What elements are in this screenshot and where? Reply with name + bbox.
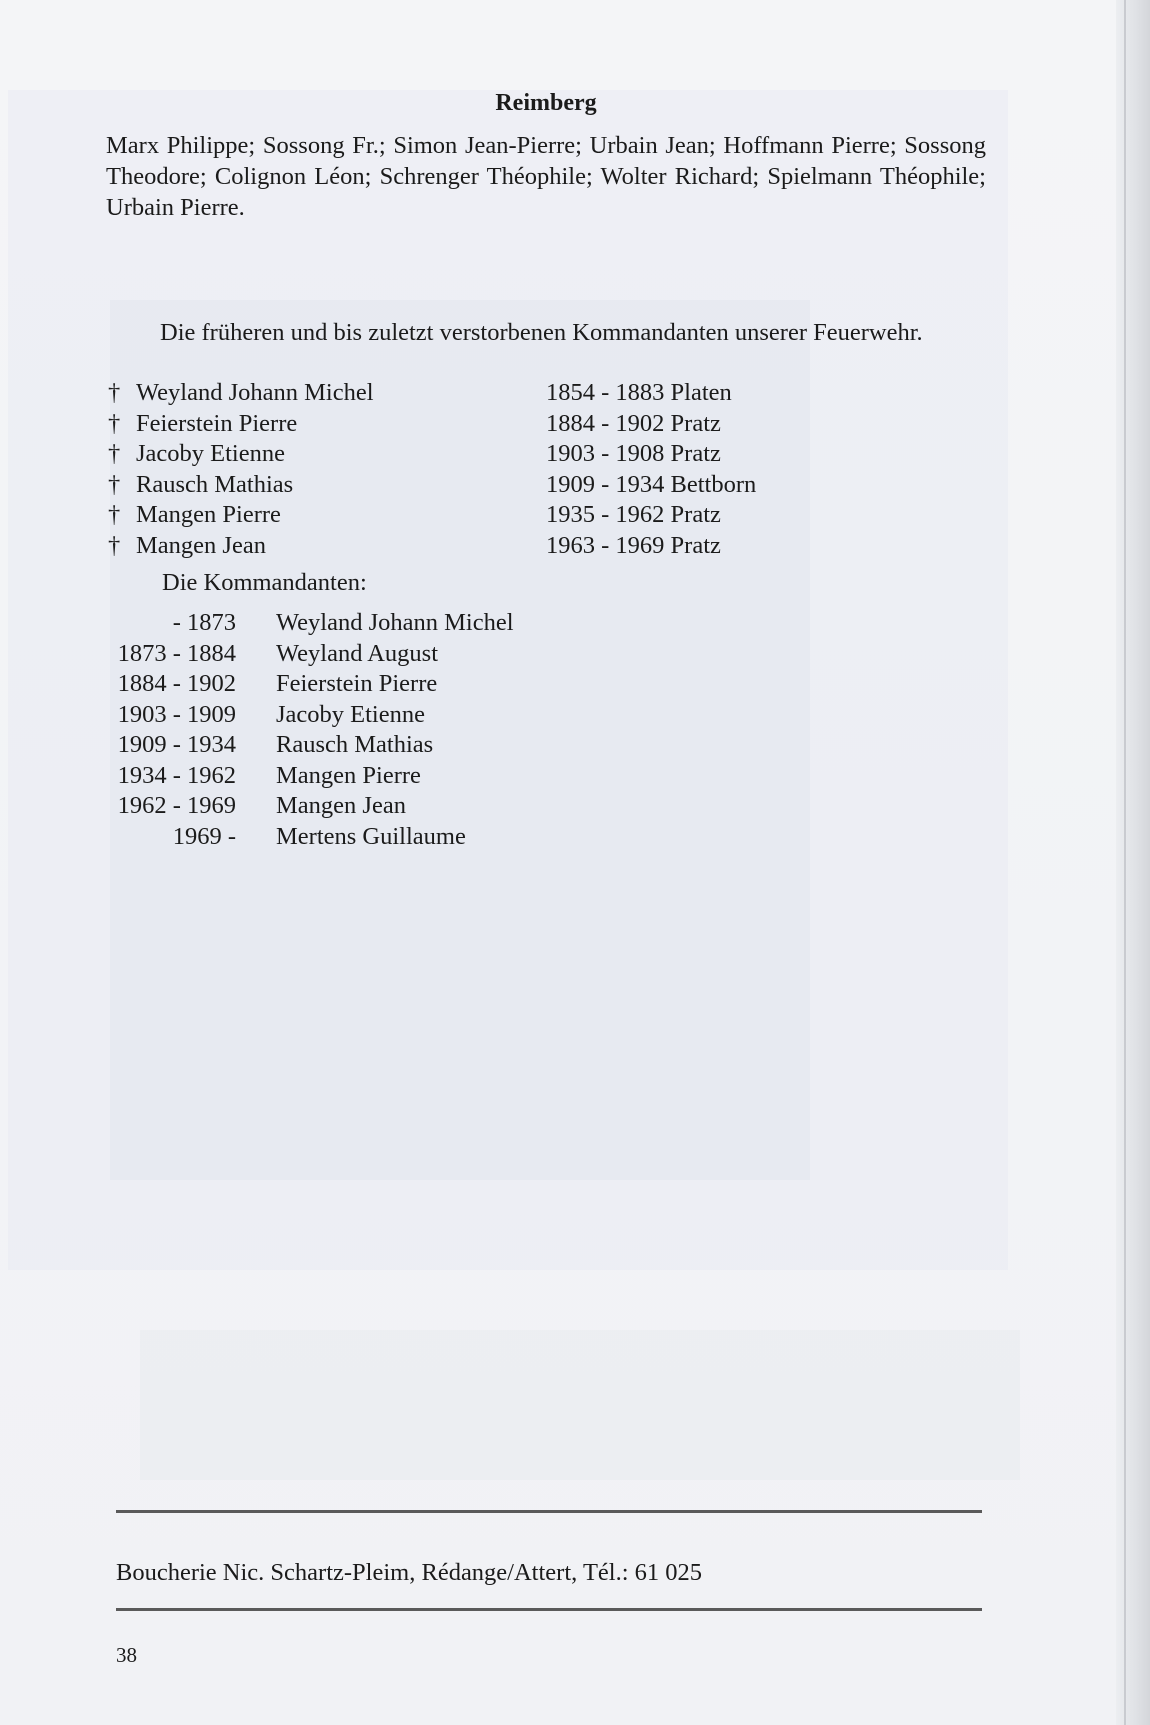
deceased-name: Feierstein Pierre: [136, 409, 298, 437]
deceased-name: Rausch Mathias: [136, 470, 294, 498]
commander-years: 1934 - 1962: [117, 761, 236, 789]
commander-name: Weyland August: [276, 639, 439, 667]
commander-row: [106, 608, 986, 639]
dagger-mark: †: [108, 440, 121, 467]
deceased-name: Mangen Pierre: [136, 501, 281, 528]
deceased-period: 1963 - 1969 Pratz: [546, 531, 721, 559]
deceased-row: [106, 409, 986, 440]
commander-years: 1884 - 1902: [117, 670, 236, 697]
commander-row: [106, 791, 986, 822]
deceased-name: Weyland Johann Michel: [136, 379, 374, 406]
commander-name: Weyland Johann Michel: [276, 609, 514, 636]
commander-name: Feierstein Pierre: [276, 670, 438, 697]
member-list-paragraph: Marx Philippe; Sossong Fr.; Simon Jean-Pierre; Urbain Jean; Hoffmann Pierre; Sossong Theodore; Colignon Léon; Schrenger Théophile; Wolter Richard; Spielmann Théophile; Urbain Pierre.: [106, 132, 986, 221]
commander-name: Mangen Pierre: [276, 761, 421, 789]
commander-row: [106, 700, 986, 731]
commander-years: 1909 - 1934: [117, 731, 236, 758]
commander-row: [106, 822, 986, 853]
commanders-intro-paragraph: Die früheren und bis zuletzt verstorbenen Kommandanten unserer Feuerwehr.: [160, 319, 923, 346]
deceased-row: [106, 531, 986, 562]
commander-years: 1903 - 1909: [117, 700, 236, 728]
advertisement-bottom-rule: [116, 1608, 982, 1611]
show-through-caption-block: [140, 1330, 1020, 1480]
advertisement-top-rule: [116, 1510, 982, 1513]
commander-row: [106, 669, 986, 700]
deceased-row: [106, 378, 986, 409]
section-heading: Reimberg: [495, 90, 597, 116]
deceased-row: [106, 470, 986, 501]
commander-row: [106, 730, 986, 761]
page-edge-line: [1124, 0, 1126, 1725]
deceased-row: [106, 439, 986, 470]
commander-name: Mangen Jean: [276, 792, 406, 819]
commander-row: [106, 639, 986, 670]
commander-years: 1962 - 1969: [117, 792, 236, 819]
deceased-commanders-list: [106, 378, 986, 561]
commanders-heading: Die Kommandanten:: [162, 569, 367, 596]
dagger-mark: †: [108, 379, 121, 406]
commander-years: 1969 -: [172, 822, 236, 850]
deceased-period: 1884 - 1902 Pratz: [546, 409, 721, 437]
commander-years: - 1873: [172, 609, 236, 636]
page-number: 38: [116, 1643, 137, 1667]
page-edge: [1116, 0, 1150, 1725]
dagger-mark: †: [108, 501, 121, 528]
commander-name: Jacoby Etienne: [276, 700, 425, 728]
dagger-mark: †: [108, 409, 121, 437]
commanders-list: [106, 608, 986, 852]
deceased-period: 1935 - 1962 Pratz: [546, 501, 721, 528]
dagger-mark: †: [108, 531, 121, 559]
deceased-period: 1909 - 1934 Bettborn: [546, 470, 757, 498]
dagger-mark: †: [108, 470, 121, 498]
commander-years: 1873 - 1884: [117, 639, 236, 667]
deceased-row: [106, 500, 986, 531]
advertisement-text: Boucherie Nic. Schartz-Pleim, Rédange/Attert, Tél.: 61 025: [116, 1559, 703, 1586]
commander-name: Mertens Guillaume: [276, 822, 466, 850]
deceased-period: 1903 - 1908 Pratz: [546, 440, 721, 467]
commander-name: Rausch Mathias: [276, 731, 434, 758]
deceased-period: 1854 - 1883 Platen: [546, 379, 732, 406]
deceased-name: Mangen Jean: [136, 531, 266, 559]
deceased-name: Jacoby Etienne: [136, 440, 285, 467]
commander-row: [106, 761, 986, 792]
